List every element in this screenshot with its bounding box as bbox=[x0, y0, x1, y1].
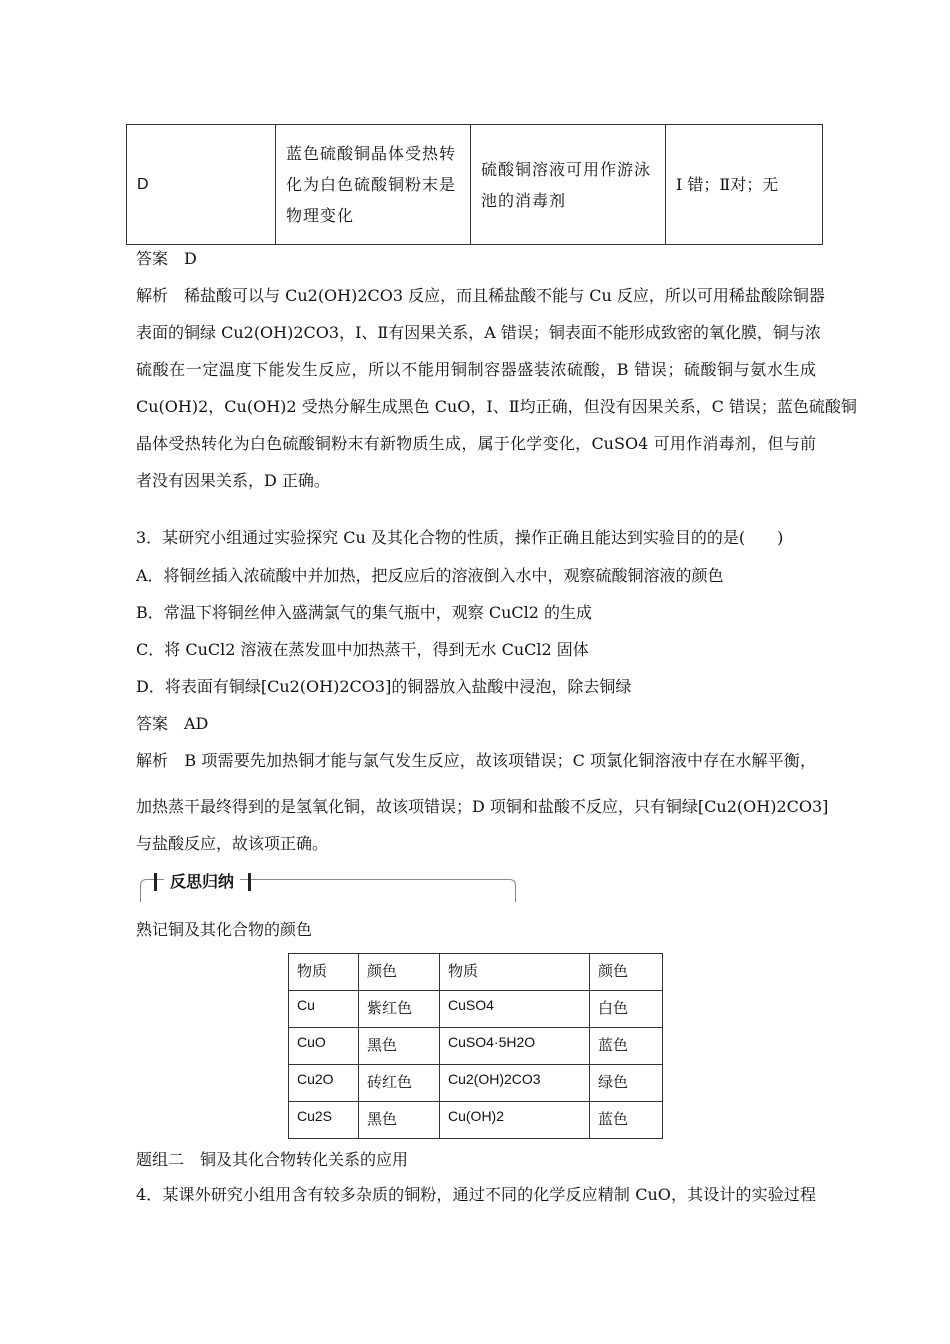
q3-option-d: D．将表面有铜绿[Cu2(OH)2CO3]的铜器放入盐酸中浸泡，除去铜绿 bbox=[136, 677, 632, 696]
q4-stem: 4．某课外研究小组用含有较多杂质的铜粉，通过不同的化学反应精制 CuO，其设计的实验过程 bbox=[136, 1185, 816, 1204]
substance-cell: CuSO4 bbox=[440, 991, 590, 1028]
header-cell: 物质 bbox=[440, 954, 590, 991]
q3-option-b: B．常温下将铜丝伸入盛满氯气的集气瓶中，观察 CuCl2 的生成 bbox=[136, 603, 593, 622]
color-cell: 蓝色 bbox=[590, 1028, 663, 1065]
option-cell: D bbox=[127, 125, 276, 245]
q2-analysis-line: 解析 稀盐酸可以与 Cu2(OH)2CO3 反应，而且稀盐酸不能与 Cu 反应，所以可用稀盐酸除铜器 bbox=[136, 286, 825, 305]
substance-cell: Cu2(OH)2CO3 bbox=[440, 1065, 590, 1102]
section-bar-left bbox=[154, 873, 157, 891]
q3-answer: 答案 AD bbox=[136, 714, 209, 733]
color-cell: 绿色 bbox=[590, 1065, 663, 1102]
color-cell: 白色 bbox=[590, 991, 663, 1028]
q3-analysis-line: 与盐酸反应，故该项正确。 bbox=[136, 834, 329, 853]
color-intro: 熟记铜及其化合物的颜色 bbox=[136, 920, 313, 939]
q2-answer: 答案 D bbox=[136, 249, 197, 268]
q3-analysis-line: 加热蒸干最终得到的是氢氧化铜，故该项错误；D 项铜和盐酸不反应，只有铜绿[Cu2(OH)2CO3] bbox=[136, 797, 829, 816]
q2-analysis-line: 表面的铜绿 Cu2(OH)2CO3，Ⅰ、Ⅱ有因果关系，A 错误；铜表面不能形成致密的氧化膜，铜与浓 bbox=[136, 323, 821, 342]
substance-cell: Cu bbox=[289, 991, 359, 1028]
q3-analysis-line: 解析 B 项需要先加热铜才能与氯气发生反应，故该项错误；C 项氯化铜溶液中存在水解平衡， bbox=[136, 751, 816, 770]
answer-table-row-d bbox=[126, 124, 823, 245]
q2-analysis-line: Cu(OH)2，Cu(OH)2 受热分解生成黑色 CuO，Ⅰ、Ⅱ均正确，但没有因果关系，C 错误；蓝色硫酸铜 bbox=[136, 397, 857, 416]
q2-analysis-line: 晶体受热转化为白色硫酸铜粉末有新物质生成，属于化学变化，CuSO4 可用作消毒剂，但与前 bbox=[136, 434, 816, 453]
q3-option-c: C．将 CuCl2 溶液在蒸发皿中加热蒸干，得到无水 CuCl2 固体 bbox=[136, 640, 589, 659]
substance-cell: Cu(OH)2 bbox=[440, 1102, 590, 1139]
group-title: 题组二 铜及其化合物转化关系的应用 bbox=[136, 1150, 409, 1169]
q2-analysis-line: 者没有因果关系，D 正确。 bbox=[136, 471, 330, 490]
judgement-cell: Ⅰ 错；Ⅱ对；无 bbox=[666, 125, 823, 245]
header-cell: 颜色 bbox=[359, 954, 440, 991]
color-cell: 黑色 bbox=[359, 1028, 440, 1065]
table-row bbox=[289, 991, 663, 1028]
color-cell: 砖红色 bbox=[359, 1065, 440, 1102]
table-row bbox=[289, 1102, 663, 1139]
statement-1-cell: 蓝色硫酸铜晶体受热转化为白色硫酸铜粉末是物理变化 bbox=[276, 125, 471, 245]
substance-cell: Cu2O bbox=[289, 1065, 359, 1102]
section-bar-right bbox=[248, 873, 251, 891]
q2-analysis-line: 硫酸在一定温度下能发生反应，所以不能用铜制容器盛装浓硫酸，B 错误；硫酸铜与氨水生成 bbox=[136, 360, 816, 379]
color-cell: 紫红色 bbox=[359, 991, 440, 1028]
reflection-title: 反思归纳 bbox=[164, 871, 240, 893]
statement-2-cell: 硫酸铜溶液可用作游泳池的消毒剂 bbox=[471, 125, 666, 245]
copper-color-table bbox=[288, 953, 663, 1139]
reflection-section-header bbox=[140, 873, 516, 897]
table-header-row bbox=[289, 954, 663, 991]
color-cell: 蓝色 bbox=[590, 1102, 663, 1139]
substance-cell: CuSO4·5H2O bbox=[440, 1028, 590, 1065]
q3-stem: 3．某研究小组通过实验探究 Cu 及其化合物的性质，操作正确且能达到实验目的的是( ) bbox=[136, 528, 784, 547]
q3-option-a: A．将铜丝插入浓硫酸中并加热，把反应后的溶液倒入水中，观察硫酸铜溶液的颜色 bbox=[136, 566, 724, 585]
table-row bbox=[289, 1028, 663, 1065]
color-cell: 黑色 bbox=[359, 1102, 440, 1139]
table-row bbox=[289, 1065, 663, 1102]
header-cell: 颜色 bbox=[590, 954, 663, 991]
substance-cell: CuO bbox=[289, 1028, 359, 1065]
substance-cell: Cu2S bbox=[289, 1102, 359, 1139]
header-cell: 物质 bbox=[289, 954, 359, 991]
